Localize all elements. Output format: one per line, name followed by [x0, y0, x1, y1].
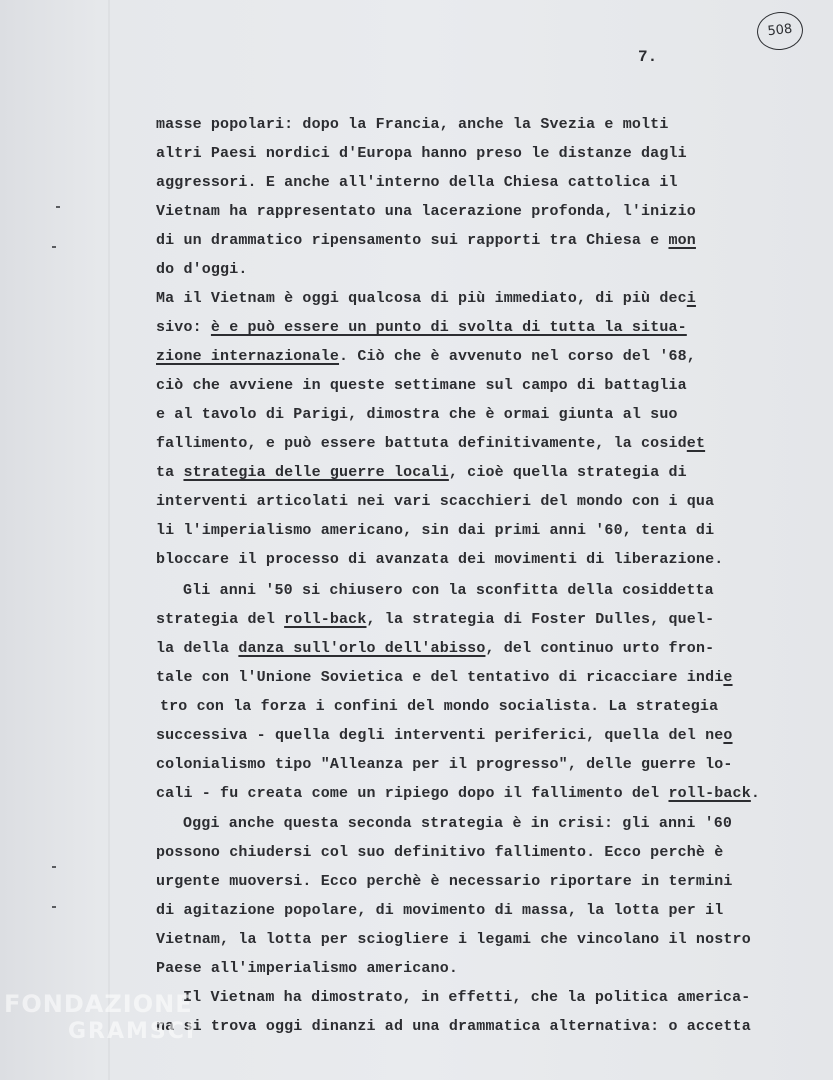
text-line: ta strategia delle guerre locali, cioè quella strategia di — [156, 464, 687, 481]
text-line: li l'imperialismo americano, sin dai primi anni '60, tenta di — [156, 522, 715, 539]
text-line: bloccare il processo di avanzata dei movimenti di liberazione. — [156, 551, 724, 568]
text-line: strategia del roll-back, la strategia di Foster Dulles, quel- — [156, 611, 715, 628]
text-line: ciò che avviene in queste settimane sul campo di battaglia — [156, 377, 687, 394]
text-line: interventi articolati nei vari scacchieri del mondo con i qua — [156, 493, 715, 510]
text-line: cali - fu creata come un ripiego dopo il fallimento del roll-back. — [156, 785, 761, 802]
text-line: na si trova oggi dinanzi ad una drammatica alternativa: o accetta — [156, 1018, 751, 1035]
text-line: tro con la forza i confini del mondo socialista. La strategia — [160, 698, 719, 715]
paragraph-start: Il Vietnam ha dimostrato, in effetti, che la politica america- — [183, 989, 751, 1006]
paragraph-start: Gli anni '50 si chiusero con la sconfitta della cosiddetta — [183, 582, 714, 599]
watermark-line-2: GRAMSCI — [68, 1019, 197, 1044]
archive-watermark — [4, 990, 196, 1046]
text-line: masse popolari: dopo la Francia, anche la Svezia e molti — [156, 116, 669, 133]
underlined-phrase: è e può essere un punto di svolta di tutta la situa- — [210, 319, 687, 336]
paragraph-start: Oggi anche questa seconda strategia è in crisi: gli anni '60 — [183, 815, 733, 832]
text-line: Ma il Vietnam è oggi qualcosa di più immediato, di più deci — [156, 290, 696, 307]
text-line: Vietnam ha rappresentato una lacerazione profonda, l'inizio — [156, 203, 696, 220]
underlined-phrase: strategia delle guerre locali — [183, 464, 449, 481]
text-line: colonialismo tipo "Alleanza per il progresso", delle guerre lo- — [156, 756, 733, 773]
watermark-line-1: FONDAZIONE — [4, 990, 193, 1018]
underlined-phrase: roll-back — [284, 611, 367, 628]
text-line: zione internazionale. Ciò che è avvenuto nel corso del '68, — [156, 348, 696, 365]
text-line: tale con l'Unione Sovietica e del tentativo di ricacciare indie — [156, 669, 733, 686]
text-line: successiva - quella degli interventi periferici, quella del neo — [156, 727, 733, 744]
text-line: fallimento, e può essere battuta definitivamente, la cosidet — [156, 435, 706, 452]
text-line: do d'oggi. — [156, 261, 248, 278]
underlined-phrase: zione internazionale — [156, 348, 340, 365]
text-line: sivo: è e può essere un punto di svolta di tutta la situa- — [156, 319, 687, 336]
text-line: altri Paesi nordici d'Europa hanno preso le distanze dagli — [156, 145, 687, 162]
text-line: e al tavolo di Parigi, dimostra che è ormai giunta al suo — [156, 406, 678, 423]
page-number: 7. — [638, 48, 658, 66]
underlined-phrase: danza sull'orlo dell'abisso — [238, 640, 486, 657]
text-line: possono chiudersi col suo definitivo fallimento. Ecco perchè è — [156, 844, 724, 861]
text-line: Paese all'imperialismo americano. — [156, 960, 458, 977]
text-line: di un drammatico ripensamento sui rapporti tra Chiesa e mon — [156, 232, 696, 249]
text-line: Vietnam, la lotta per sciogliere i legami che vincolano il nostro — [156, 931, 751, 948]
text-line: di agitazione popolare, di movimento di massa, la lotta per il — [156, 902, 724, 919]
text-line: urgente muoversi. Ecco perchè è necessario riportare in termini — [156, 873, 733, 890]
archive-number-stamp: 508 — [755, 10, 805, 53]
text-line: aggressori. E anche all'interno della Chiesa cattolica il — [156, 174, 678, 191]
underlined-phrase: roll-back — [668, 785, 751, 802]
text-line: la della danza sull'orlo dell'abisso, del continuo urto fron- — [156, 640, 715, 657]
